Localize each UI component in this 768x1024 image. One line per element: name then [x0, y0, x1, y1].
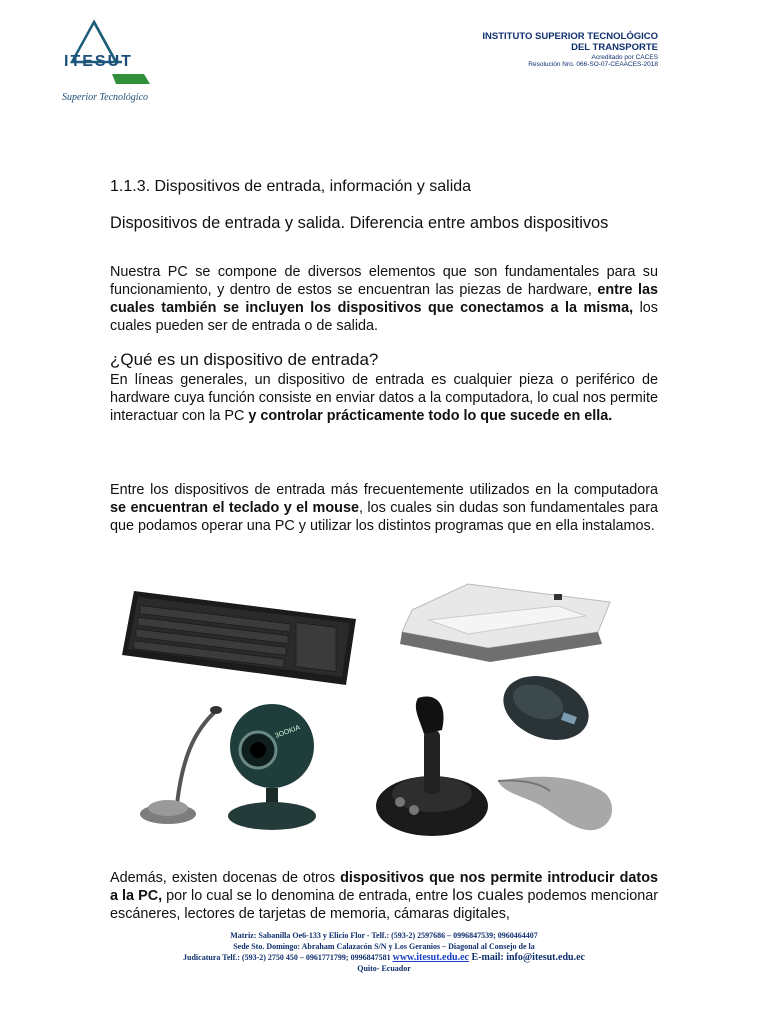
paragraph-1: Nuestra PC se compone de diversos elementos que son fundamentales para su funcionamiento, y dentro de estos se encuentran las piezas de hardware, entre las cuales también se incluyen los dispositivos que conectamos a la misma, los cuales pueden ser de entrada o de salida. [110, 264, 658, 334]
footer-address-1: Matriz: Sabanilla Oe6-133 y Elicio Flor - Telf.: (593-2) 2597686 – 0996847539; 0960464407 [230, 931, 538, 940]
webcam-brand: 3OOKIA [274, 724, 302, 740]
subheading: Dispositivos de entrada y salida. Diferencia entre ambos dispositivos [110, 214, 609, 232]
barcode-reader-image [490, 765, 622, 837]
institute-header [482, 32, 658, 69]
paragraph-3: Entre los dispositivos de entrada más frecuentemente utilizados en la computadora se encuentran el teclado y el mouse, los cuales sin dudas son fundamentales para que podamos operar una PC y utilizar los distintos programas que en ella instalamos. [110, 482, 658, 534]
question-heading: ¿Qué es un dispositivo de entrada? [110, 350, 379, 369]
paragraph-4: Además, existen docenas de otros dispositivos que nos permite introducir datos a la PC, por lo cual se lo denomina de entrada, entre los cuales podemos mencionar escáneres, lectores de tarjetas de memoria, cámaras digitales, [110, 870, 658, 922]
section-heading: 1.1.3. Dispositivos de entrada, información y salida [110, 178, 472, 195]
scanner-image [398, 580, 618, 665]
logo-subtitle: Superior Tecnológico [62, 92, 149, 103]
microphone-image [132, 702, 224, 828]
footer-city: Quito- Ecuador [357, 964, 411, 973]
resolution: Resolución Nro. 066-SO-07-CEAACES-2018 [528, 61, 658, 69]
joystick-image [372, 690, 492, 840]
website-link[interactable]: www.itesut.edu.ec [392, 952, 469, 963]
accreditation: Acreditado por CACES [591, 53, 658, 61]
institute-name: INSTITUTO SUPERIOR TECNOLÓGICO [482, 31, 658, 42]
footer [0, 930, 768, 974]
mouse-image [498, 672, 594, 744]
institute-name-2: DEL TRANSPORTE [571, 41, 658, 53]
webcam-image [222, 700, 326, 836]
keyboard-image [120, 585, 360, 690]
footer-contact: Judicatura Telf.: (593-2) 2750 450 – 0961771799; 0996847581 www.itesut.edu.ec E-mail: info@itesut.edu.ec [183, 952, 585, 963]
itesut-logo [58, 18, 154, 106]
logo-text: ITESUT [64, 53, 133, 70]
footer-email: E-mail: info@itesut.edu.ec [468, 952, 585, 963]
footer-address-2: Sede Sto. Domingo: Abraham Calazacón S/N y Los Geranios – Diagonal al Consejo de la [233, 942, 535, 951]
paragraph-2: En líneas generales, un dispositivo de entrada es cualquier pieza o periférico de hardware cuya función consiste en enviar datos a la computadora, lo cual nos permite interactuar con la PC y controlar prácticamente todo lo que sucede en ella. [110, 372, 658, 424]
